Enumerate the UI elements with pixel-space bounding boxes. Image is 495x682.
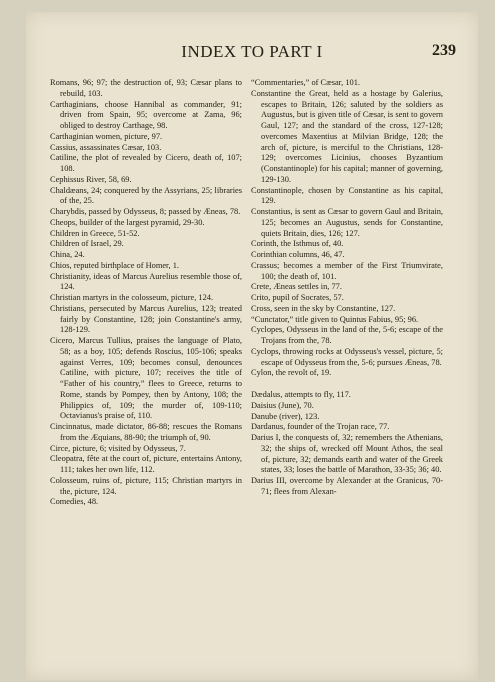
index-entry: Cyclops, throwing rocks at Odysseus's vessel, picture, 5; escape of Odysseus from the, 5-6; pursues Æneas, 78.	[251, 346, 443, 367]
index-entry: Crassus; becomes a member of the First Triumvirate, 100; the death of, 101.	[251, 260, 443, 281]
index-entry: China, 24.	[50, 250, 85, 259]
page-title: INDEX TO PART I	[181, 42, 323, 61]
index-entry: Christian martyrs in the colosseum, picture, 124.	[50, 293, 214, 302]
index-column-left	[50, 78, 242, 508]
index-entry: Daisius (June), 70.	[251, 400, 314, 410]
index-entry: Darius I, the conquests of, 32; remembers the Athenians, 32; the ships of, wrecked off Mount Athos, the seal of, picture, 32; demands earth and water of the Greek states, 33; loses the battle of Marathon, 33-35; 36; 40.	[251, 433, 443, 475]
index-entry: “Cunctator,” title given to Quintus Fabius, 95; 96.	[251, 314, 419, 324]
index-entry: Constantine the Great, held as a hostage by Galerius, escapes to Britain, 126; saluted by the soldiers as Augustus, but is given title of Cæsar, is sent to govern Gaul, 127; and the standard of the cross, 127-128; overcomes Maxentius at Milvian Bridge, 128; the arch of, picture, is merciful to the Christians, 128-129; overcomes Licinius, chooses Byzantium (Constantinople) for his capital; manner of governing, 129-130.	[251, 88, 443, 184]
index-entry: Crete, Æneas settles in, 77.	[251, 282, 342, 292]
index-entry: Constantinople, chosen by Constantine as his capital, 129.	[251, 185, 443, 206]
index-entry: Cincinnatus, made dictator, 86-88; rescues the Romans from the Æquians, 88-90; the triumph of, 90.	[50, 422, 242, 442]
index-entry: Dædalus, attempts to fly, 117.	[251, 390, 351, 399]
index-entry: Chaldæans, 24; conquered by the Assyrians, 25; libraries of the, 25.	[50, 185, 242, 206]
index-entry: Cyclopes, Odysseus in the land of the, 5-6; escape of the Trojans from the, 78.	[251, 325, 443, 345]
index-entry: Dardanus, founder of the Trojan race, 77.	[251, 422, 390, 432]
index-entry: Romans, 96; 97; the destruction of, 93; Cæsar plans to rebuild, 103.	[50, 78, 242, 98]
index-entry: Darius III, overcome by Alexander at the Granicus, 70-71; flees from Alexan-	[251, 476, 443, 496]
index-entry: Cylon, the revolt of, 19.	[251, 368, 332, 378]
index-entry: Cassius, assassinates Cæsar, 103.	[50, 142, 162, 152]
index-entry: Carthaginian women, picture, 97.	[50, 131, 163, 141]
index-entry: Colosseum, ruins of, picture, 115; Christian martyrs in the, picture, 124.	[50, 475, 242, 496]
index-entry: “Commentaries,” of Cæsar, 101.	[251, 78, 360, 87]
index-entry: Constantius, is sent as Cæsar to govern Gaul and Britain, 125; becomes an Augustus, sends for Constantine, quiets Britain, dies, 126; 127.	[251, 207, 443, 238]
index-entry: Children of Israel, 29.	[50, 239, 124, 249]
index-entry: Cephissus River, 58, 69.	[50, 174, 132, 184]
index-entry: Circe, picture, 6; visited by Odysseus, 7.	[50, 443, 186, 453]
index-entry: Carthaginians, choose Hannibal as commander, 91; driven from Spain, 95; overcome at Zama, 96; obliged to destroy Carthage, 98.	[50, 99, 242, 130]
index-entry: Danube (river), 123.	[251, 411, 320, 421]
index-entry: Catiline, the plot of revealed by Cicero, death of, 107; 108.	[50, 153, 242, 173]
index-entry: Cross, seen in the sky by Constantine, 127.	[251, 303, 396, 313]
index-entry: Cicero, Marcus Tullius, praises the language of Plato, 58; as a boy, 105; defends Roscius, 105-106; speaks against Verres, 109; becomes consul, denounces Catiline, with picture, 107; receives the title of “Father of his country,” flees to Greece, returns to Rome, stands by Pompey, then by Antony, 108; the Philippics of, 109; the murder of, 109-110; Octavianus's praise of, 110.	[50, 336, 242, 421]
page-header	[26, 42, 478, 64]
index-entry: Children in Greece, 51-52.	[50, 228, 140, 238]
page-number: 239	[432, 42, 456, 59]
index-entry: Christianity, ideas of Marcus Aurelius resemble those of, 124.	[50, 271, 242, 292]
index-page	[26, 12, 478, 680]
index-column-right	[251, 78, 443, 498]
index-entry: Christians, persecuted by Marcus Aurelius, 123; treated fairly by Constantine, 128; join Constantine's army, 128-129.	[50, 303, 242, 335]
index-entry: Cleopatra, fête at the court of, picture, entertains Antony, 111; takes her own life, 112.	[50, 454, 242, 474]
index-entry: Corinth, the Isthmus of, 40.	[251, 239, 344, 249]
index-entry: Cheops, builder of the largest pyramid, 29-30.	[50, 217, 205, 227]
index-entry: Crito, pupil of Socrates, 57.	[251, 293, 344, 302]
index-entry: Corinthian columns, 46, 47.	[251, 250, 345, 259]
index-entry: Comedies, 48.	[50, 497, 99, 507]
index-entry: Chios, reputed birthplace of Homer, 1.	[50, 260, 179, 270]
index-entry: Charybdis, passed by Odysseus, 8; passed by Æneas, 78.	[50, 207, 241, 216]
